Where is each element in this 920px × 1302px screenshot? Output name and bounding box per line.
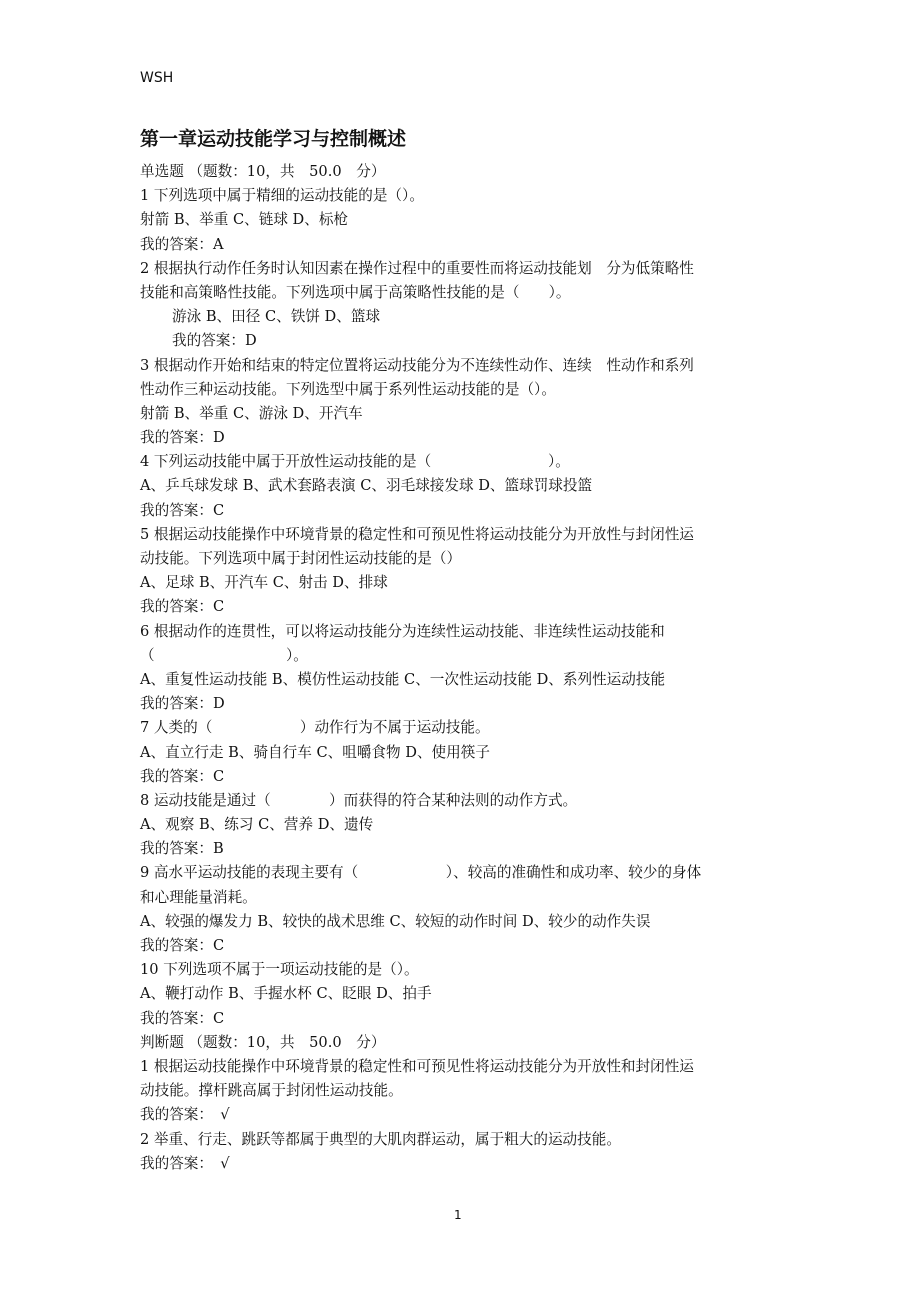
question-text: 2 根据执行动作任务时认知因素在操作过程中的重要性而将运动技能划 分为低策略性 bbox=[140, 259, 694, 277]
options-text: 游泳 B、田径 C、铁饼 D、篮球 bbox=[172, 308, 381, 326]
question-text: 8 运动技能是通过（ ）而获得的符合某种法则的动作方式。 bbox=[140, 791, 578, 809]
options-text: A、重复性运动技能 B、模仿性运动技能 C、一次性运动技能 D、系列性运动技能 bbox=[140, 670, 666, 688]
page-number: 1 bbox=[454, 1208, 462, 1222]
question-text: 动技能。撑杆跳高属于封闭性运动技能。 bbox=[140, 1082, 403, 1100]
options-text: A、直立行走 B、骑自行车 C、咀嚼食物 D、使用筷子 bbox=[140, 743, 490, 761]
options-text: 射箭 B、举重 C、链球 D、标枪 bbox=[140, 211, 349, 229]
section-heading-true-false: 判断题 （题数：10，共 50.0 分） bbox=[140, 1033, 386, 1051]
answer-text: 我的答案：C bbox=[140, 501, 225, 519]
answer-text: 我的答案：D bbox=[140, 695, 225, 713]
question-text: 和心理能量消耗。 bbox=[140, 888, 257, 906]
options-text: A、鞭打动作 B、手握水杯 C、眨眼 D、拍手 bbox=[140, 985, 432, 1003]
question-list bbox=[140, 160, 790, 1176]
question-text: 1 根据运动技能操作中环境背景的稳定性和可预见性将运动技能分为开放性和封闭性运 bbox=[140, 1057, 694, 1075]
answer-text: 我的答案：C bbox=[140, 598, 225, 616]
question-text: 10 下列选项不属于一项运动技能的是（）。 bbox=[140, 961, 419, 979]
page-header: WSH bbox=[140, 70, 174, 86]
question-text: 5 根据运动技能操作中环境背景的稳定性和可预见性将运动技能分为开放性与封闭性运 bbox=[140, 525, 694, 543]
question-text: 6 根据动作的连贯性，可以将运动技能分为连续性运动技能、非连续性运动技能和 bbox=[140, 622, 665, 640]
options-text: A、观察 B、练习 C、营养 D、遗传 bbox=[140, 816, 374, 834]
options-text: A、乒乓球发球 B、武术套路表演 C、羽毛球接发球 D、篮球罚球投篮 bbox=[140, 477, 593, 495]
question-text: 性动作三种运动技能。下列选型中属于系列性运动技能的是（）。 bbox=[140, 380, 556, 398]
question-text: 9 高水平运动技能的表现主要有（ ）、较高的准确性和成功率、较少的身体 bbox=[140, 864, 702, 882]
answer-text: 我的答案：D bbox=[140, 429, 225, 447]
answer-text: 我的答案：C bbox=[140, 1009, 225, 1027]
answer-text: 我的答案：C bbox=[140, 767, 225, 785]
question-text: 2 举重、行走、跳跃等都属于典型的大肌肉群运动，属于粗大的运动技能。 bbox=[140, 1130, 621, 1148]
answer-text: 我的答案：B bbox=[140, 840, 224, 858]
options-text: A、较强的爆发力 B、较快的战术思维 C、较短的动作时间 D、较少的动作失误 bbox=[140, 912, 651, 930]
question-text: 技能和高策略性技能。下列选项中属于高策略性技能的是（ ）。 bbox=[140, 283, 571, 301]
answer-text: 我的答案： √ bbox=[140, 1154, 230, 1172]
answer-text: 我的答案：C bbox=[140, 937, 225, 954]
answer-text: 我的答案：A bbox=[140, 235, 224, 253]
answer-text: 我的答案： √ bbox=[140, 1106, 230, 1124]
chapter-title: 第一章运动技能学习与控制概述 bbox=[140, 128, 407, 150]
question-text: （ ）。 bbox=[140, 646, 308, 664]
question-text: 动技能。下列选项中属于封闭性运动技能的是（） bbox=[140, 550, 462, 567]
question-text: 3 根据动作开始和结束的特定位置将运动技能分为不连续性动作、连续 性动作和系列 bbox=[140, 356, 694, 374]
question-text: 4 下列运动技能中属于开放性运动技能的是（ ）。 bbox=[140, 453, 570, 471]
question-text: 1 下列选项中属于精细的运动技能的是（）。 bbox=[140, 187, 424, 205]
options-text: 射箭 B、举重 C、游泳 D、开汽车 bbox=[140, 404, 363, 422]
section-heading-single-choice: 单选题 （题数：10，共 50.0 分） bbox=[140, 163, 386, 180]
options-text: A、足球 B、开汽车 C、射击 D、排球 bbox=[140, 574, 388, 592]
question-text: 7 人类的（ ）动作行为不属于运动技能。 bbox=[140, 719, 490, 737]
answer-text: 我的答案：D bbox=[172, 332, 257, 350]
